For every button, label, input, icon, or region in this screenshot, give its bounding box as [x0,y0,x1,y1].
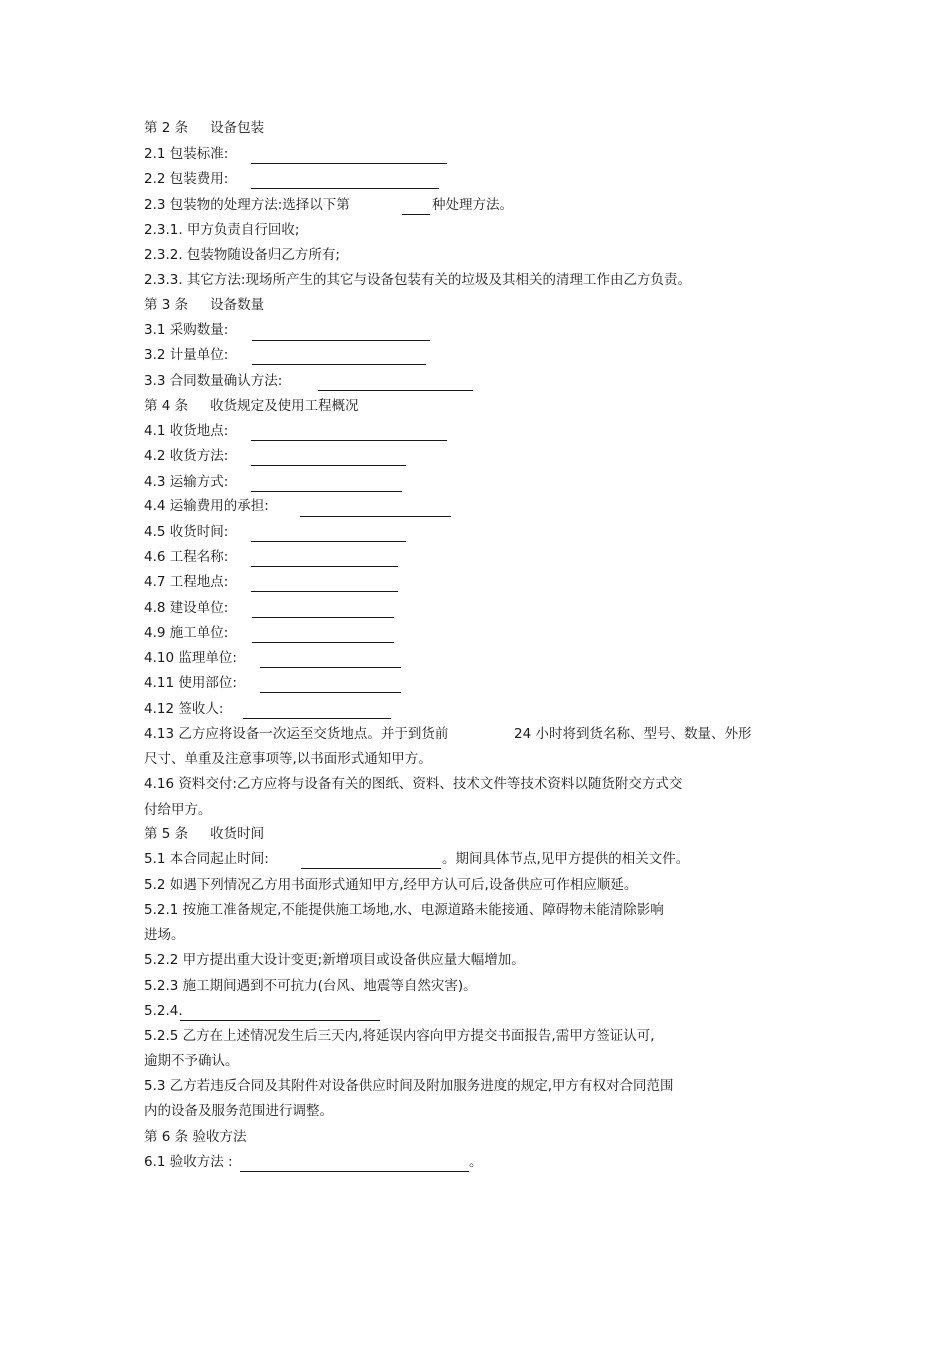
clause-4-7: 4.7 工程地点: [144,574,229,590]
section-4-heading: 第 4 条 收货规定及使用工程概况 [144,398,359,414]
clause-4-4: 4.4 运输费用的承担: [144,498,269,514]
clause-5-1: 5.1 本合同起止时间: [144,851,269,867]
blank-field[interactable] [240,1171,469,1172]
clause-4-2: 4.2 收货方法: [144,448,229,464]
clause-5-3: 5.3 乙方若违反合同及其附件对设备供应时间及附加服务进度的规定,甲方有权对合同范围 [144,1078,674,1094]
clause-5-2-5-line2: 逾期不予确认。 [144,1053,239,1069]
clause-6-1-tail: 。 [469,1154,483,1170]
blank-field[interactable] [402,214,430,215]
blank-field[interactable] [251,188,439,189]
clause-2-1: 2.1 包装标准: [144,146,229,162]
clause-2-3-2: 2.3.2. 包装物随设备归乙方所有; [144,247,340,263]
blank-field[interactable] [318,390,473,391]
clause-5-3-line2: 内的设备及服务范围进行调整。 [144,1103,333,1119]
blank-field[interactable] [251,566,398,567]
clause-4-13: 4.13 乙方应将设备一次运至交货地点。并于到货前 [144,726,449,742]
section-5-heading: 第 5 条 收货时间 [144,826,265,842]
clause-2-3-tail: 种处理方法。 [432,197,513,213]
clause-4-13-cont: 24 小时将到货名称、型号、数量、外形 [514,726,752,742]
clause-2-3: 2.3 包装物的处理方法:选择以下第 [144,197,350,213]
clause-6-1: 6.1 验收方法 : [144,1154,233,1170]
clause-4-11: 4.11 使用部位: [144,675,237,691]
blank-field[interactable] [180,1020,380,1021]
section-2-heading: 第 2 条 设备包装 [144,120,265,136]
section-3-heading: 第 3 条 设备数量 [144,297,265,313]
clause-5-2-1-line2: 进场。 [144,927,185,943]
blank-field[interactable] [243,718,391,719]
clause-4-3: 4.3 运输方式: [144,474,229,490]
blank-field[interactable] [251,163,447,164]
blank-field[interactable] [251,440,447,441]
clause-3-3: 3.3 合同数量确认方法: [144,373,283,389]
clause-5-2-1: 5.2.1 按施工准备规定,不能提供施工场地,水、电源道路未能接通、障碍物未能清除影响 [144,902,664,918]
clause-4-12: 4.12 签收人: [144,701,224,717]
clause-5-2: 5.2 如遇下列情况乙方用书面形式通知甲方,经甲方认可后,设备供应可作相应顺延。 [144,877,638,893]
clause-5-2-5: 5.2.5 乙方在上述情况发生后三天内,将延误内容向甲方提交书面报告,需甲方签证认可, [144,1028,655,1044]
clause-3-1: 3.1 采购数量: [144,322,229,338]
clause-2-2: 2.2 包装费用: [144,171,229,187]
blank-field[interactable] [252,642,394,643]
clause-4-16-line2: 付给甲方。 [144,802,212,818]
clause-5-1-tail: 。期间具体节点,见甲方提供的相关文件。 [442,851,690,867]
clause-5-2-3: 5.2.3 施工期间遇到不可抗力(台风、地震等自然灾害)。 [144,978,477,994]
blank-field[interactable] [252,364,426,365]
clause-4-6: 4.6 工程名称: [144,549,229,565]
blank-field[interactable] [251,491,402,492]
clause-5-2-2: 5.2.2 甲方提出重大设计变更;新增项目或设备供应量大幅增加。 [144,952,525,968]
blank-field[interactable] [252,340,430,341]
blank-field[interactable] [301,868,441,869]
blank-field[interactable] [251,591,398,592]
blank-field[interactable] [300,516,451,517]
clause-4-5: 4.5 收货时间: [144,524,229,540]
section-6-heading: 第 6 条 验收方法 [144,1129,247,1145]
clause-2-3-1: 2.3.1. 甲方负责自行回收; [144,222,300,238]
clause-3-2: 3.2 计量单位: [144,347,229,363]
clause-4-10: 4.10 监理单位: [144,650,237,666]
blank-field[interactable] [260,667,401,668]
blank-field[interactable] [251,465,406,466]
clause-4-16: 4.16 资料交付:乙方应将与设备有关的图纸、资料、技术文件等技术资料以随货附交方式交 [144,776,683,792]
clause-5-2-4: 5.2.4. [144,1003,183,1019]
clause-4-13-line2: 尺寸、单重及注意事项等,以书面形式通知甲方。 [144,751,432,767]
blank-field[interactable] [252,617,394,618]
clause-4-1: 4.1 收货地点: [144,423,229,439]
clause-4-9: 4.9 施工单位: [144,625,229,641]
clause-2-3-3: 2.3.3. 其它方法:现场所产生的其它与设备包装有关的垃圾及其相关的清理工作由乙方负责。 [144,272,691,288]
blank-field[interactable] [251,541,406,542]
clause-4-8: 4.8 建设单位: [144,600,229,616]
blank-field[interactable] [260,692,401,693]
